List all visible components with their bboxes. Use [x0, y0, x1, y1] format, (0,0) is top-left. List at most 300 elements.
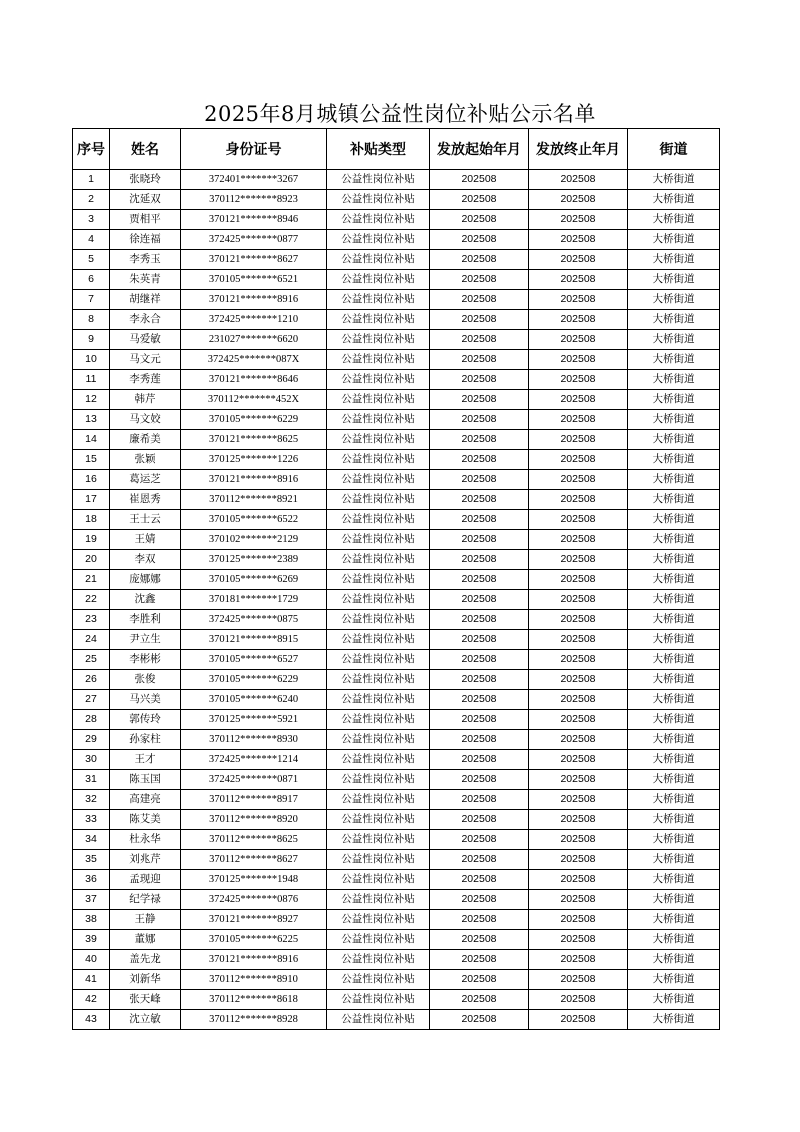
cell-street: 大桥街道	[628, 450, 720, 470]
cell-name: 王士云	[110, 510, 181, 530]
cell-end-month: 202508	[529, 430, 628, 450]
table-row	[73, 870, 720, 890]
table-row	[73, 210, 720, 230]
cell-name: 徐连福	[110, 230, 181, 250]
cell-subsidy-type: 公益性岗位补贴	[327, 670, 430, 690]
cell-id-number: 372425*******1214	[181, 750, 327, 770]
cell-subsidy-type: 公益性岗位补贴	[327, 530, 430, 550]
table-row	[73, 250, 720, 270]
cell-subsidy-type: 公益性岗位补贴	[327, 570, 430, 590]
cell-end-month: 202508	[529, 310, 628, 330]
cell-id-number: 370121*******8646	[181, 370, 327, 390]
cell-name: 孙家柱	[110, 730, 181, 750]
header-start-month: 发放起始年月	[430, 129, 529, 170]
cell-serial: 19	[73, 530, 110, 550]
cell-id-number: 370105*******6269	[181, 570, 327, 590]
cell-street: 大桥街道	[628, 770, 720, 790]
cell-street: 大桥街道	[628, 330, 720, 350]
cell-id-number: 370125*******1226	[181, 450, 327, 470]
cell-id-number: 370105*******6522	[181, 510, 327, 530]
cell-serial: 30	[73, 750, 110, 770]
cell-end-month: 202508	[529, 630, 628, 650]
cell-id-number: 370105*******6229	[181, 410, 327, 430]
table-row	[73, 630, 720, 650]
cell-end-month: 202508	[529, 370, 628, 390]
cell-subsidy-type: 公益性岗位补贴	[327, 650, 430, 670]
cell-id-number: 370125*******2389	[181, 550, 327, 570]
table-row	[73, 530, 720, 550]
header-end-month: 发放终止年月	[529, 129, 628, 170]
cell-name: 王静	[110, 910, 181, 930]
cell-id-number: 231027*******6620	[181, 330, 327, 350]
cell-subsidy-type: 公益性岗位补贴	[327, 1010, 430, 1030]
cell-end-month: 202508	[529, 330, 628, 350]
cell-end-month: 202508	[529, 950, 628, 970]
cell-start-month: 202508	[430, 950, 529, 970]
cell-end-month: 202508	[529, 750, 628, 770]
cell-subsidy-type: 公益性岗位补贴	[327, 370, 430, 390]
cell-name: 盖先龙	[110, 950, 181, 970]
table-row	[73, 570, 720, 590]
cell-end-month: 202508	[529, 170, 628, 190]
table-row	[73, 430, 720, 450]
table-row	[73, 690, 720, 710]
cell-serial: 9	[73, 330, 110, 350]
cell-end-month: 202508	[529, 270, 628, 290]
cell-subsidy-type: 公益性岗位补贴	[327, 350, 430, 370]
cell-serial: 31	[73, 770, 110, 790]
cell-name: 李秀莲	[110, 370, 181, 390]
cell-name: 王才	[110, 750, 181, 770]
cell-name: 沈立敏	[110, 1010, 181, 1030]
cell-serial: 12	[73, 390, 110, 410]
cell-id-number: 370125*******1948	[181, 870, 327, 890]
cell-end-month: 202508	[529, 490, 628, 510]
cell-end-month: 202508	[529, 210, 628, 230]
cell-start-month: 202508	[430, 330, 529, 350]
cell-street: 大桥街道	[628, 650, 720, 670]
cell-street: 大桥街道	[628, 370, 720, 390]
cell-end-month: 202508	[529, 390, 628, 410]
cell-serial: 14	[73, 430, 110, 450]
cell-street: 大桥街道	[628, 510, 720, 530]
cell-name: 张俊	[110, 670, 181, 690]
cell-name: 胡继祥	[110, 290, 181, 310]
table-row	[73, 330, 720, 350]
cell-end-month: 202508	[529, 830, 628, 850]
cell-street: 大桥街道	[628, 850, 720, 870]
cell-street: 大桥街道	[628, 670, 720, 690]
cell-street: 大桥街道	[628, 170, 720, 190]
table-header-row	[73, 129, 720, 170]
table-row	[73, 270, 720, 290]
table-row	[73, 850, 720, 870]
table-row	[73, 910, 720, 930]
cell-street: 大桥街道	[628, 430, 720, 450]
cell-subsidy-type: 公益性岗位补贴	[327, 870, 430, 890]
table-row	[73, 750, 720, 770]
cell-end-month: 202508	[529, 690, 628, 710]
cell-start-month: 202508	[430, 710, 529, 730]
cell-start-month: 202508	[430, 410, 529, 430]
cell-start-month: 202508	[430, 250, 529, 270]
cell-end-month: 202508	[529, 230, 628, 250]
cell-end-month: 202508	[529, 510, 628, 530]
cell-start-month: 202508	[430, 450, 529, 470]
cell-serial: 3	[73, 210, 110, 230]
cell-start-month: 202508	[430, 750, 529, 770]
cell-street: 大桥街道	[628, 250, 720, 270]
cell-serial: 18	[73, 510, 110, 530]
cell-name: 刘兆芹	[110, 850, 181, 870]
table-row	[73, 930, 720, 950]
table-row	[73, 310, 720, 330]
cell-serial: 8	[73, 310, 110, 330]
cell-start-month: 202508	[430, 570, 529, 590]
table-row	[73, 950, 720, 970]
table-row	[73, 390, 720, 410]
document-title: 2025年8月城镇公益性岗位补贴公示名单	[204, 102, 596, 126]
cell-start-month: 202508	[430, 390, 529, 410]
cell-serial: 22	[73, 590, 110, 610]
cell-id-number: 370112*******452X	[181, 390, 327, 410]
cell-name: 杜永华	[110, 830, 181, 850]
cell-street: 大桥街道	[628, 830, 720, 850]
cell-subsidy-type: 公益性岗位补贴	[327, 430, 430, 450]
cell-start-month: 202508	[430, 730, 529, 750]
cell-serial: 37	[73, 890, 110, 910]
cell-street: 大桥街道	[628, 310, 720, 330]
cell-street: 大桥街道	[628, 910, 720, 930]
cell-name: 沈鑫	[110, 590, 181, 610]
table-row	[73, 190, 720, 210]
cell-start-month: 202508	[430, 530, 529, 550]
cell-serial: 11	[73, 370, 110, 390]
cell-start-month: 202508	[430, 470, 529, 490]
cell-start-month: 202508	[430, 190, 529, 210]
cell-start-month: 202508	[430, 630, 529, 650]
cell-name: 李永合	[110, 310, 181, 330]
cell-subsidy-type: 公益性岗位补贴	[327, 610, 430, 630]
cell-name: 李秀玉	[110, 250, 181, 270]
cell-street: 大桥街道	[628, 710, 720, 730]
cell-start-month: 202508	[430, 890, 529, 910]
cell-subsidy-type: 公益性岗位补贴	[327, 510, 430, 530]
table-row	[73, 590, 720, 610]
cell-start-month: 202508	[430, 270, 529, 290]
cell-start-month: 202508	[430, 670, 529, 690]
cell-subsidy-type: 公益性岗位补贴	[327, 550, 430, 570]
cell-serial: 17	[73, 490, 110, 510]
cell-start-month: 202508	[430, 610, 529, 630]
cell-subsidy-type: 公益性岗位补贴	[327, 410, 430, 430]
cell-end-month: 202508	[529, 410, 628, 430]
cell-subsidy-type: 公益性岗位补贴	[327, 270, 430, 290]
cell-name: 韩芹	[110, 390, 181, 410]
cell-subsidy-type: 公益性岗位补贴	[327, 210, 430, 230]
cell-street: 大桥街道	[628, 890, 720, 910]
cell-name: 王婧	[110, 530, 181, 550]
cell-subsidy-type: 公益性岗位补贴	[327, 490, 430, 510]
table-row	[73, 470, 720, 490]
table-row	[73, 710, 720, 730]
table-row	[73, 890, 720, 910]
cell-id-number: 370112*******8627	[181, 850, 327, 870]
cell-end-month: 202508	[529, 850, 628, 870]
cell-name: 张颖	[110, 450, 181, 470]
cell-serial: 26	[73, 670, 110, 690]
cell-name: 纪学禄	[110, 890, 181, 910]
cell-subsidy-type: 公益性岗位补贴	[327, 730, 430, 750]
cell-street: 大桥街道	[628, 410, 720, 430]
cell-start-month: 202508	[430, 830, 529, 850]
cell-serial: 13	[73, 410, 110, 430]
cell-id-number: 370112*******8921	[181, 490, 327, 510]
table-row	[73, 290, 720, 310]
cell-id-number: 370112*******8930	[181, 730, 327, 750]
cell-id-number: 372425*******1210	[181, 310, 327, 330]
cell-id-number: 370112*******8923	[181, 190, 327, 210]
cell-name: 崔恩秀	[110, 490, 181, 510]
table-row	[73, 410, 720, 430]
cell-id-number: 370112*******8920	[181, 810, 327, 830]
cell-subsidy-type: 公益性岗位补贴	[327, 710, 430, 730]
cell-name: 马文姣	[110, 410, 181, 430]
cell-name: 马文元	[110, 350, 181, 370]
cell-start-month: 202508	[430, 790, 529, 810]
cell-subsidy-type: 公益性岗位补贴	[327, 170, 430, 190]
cell-id-number: 370121*******8915	[181, 630, 327, 650]
cell-name: 庞娜娜	[110, 570, 181, 590]
cell-name: 朱英青	[110, 270, 181, 290]
cell-end-month: 202508	[529, 910, 628, 930]
cell-id-number: 370121*******8927	[181, 910, 327, 930]
cell-start-month: 202508	[430, 990, 529, 1010]
cell-id-number: 372425*******0875	[181, 610, 327, 630]
cell-serial: 15	[73, 450, 110, 470]
cell-serial: 35	[73, 850, 110, 870]
cell-id-number: 370112*******8928	[181, 1010, 327, 1030]
cell-id-number: 370105*******6240	[181, 690, 327, 710]
cell-street: 大桥街道	[628, 550, 720, 570]
cell-end-month: 202508	[529, 350, 628, 370]
cell-name: 董娜	[110, 930, 181, 950]
header-serial: 序号	[73, 129, 110, 170]
cell-street: 大桥街道	[628, 570, 720, 590]
cell-start-month: 202508	[430, 810, 529, 830]
cell-start-month: 202508	[430, 590, 529, 610]
cell-serial: 27	[73, 690, 110, 710]
header-id-number: 身份证号	[181, 129, 327, 170]
cell-name: 张天峰	[110, 990, 181, 1010]
cell-id-number: 370181*******1729	[181, 590, 327, 610]
cell-id-number: 370121*******8916	[181, 470, 327, 490]
table-row	[73, 230, 720, 250]
cell-serial: 41	[73, 970, 110, 990]
cell-name: 李双	[110, 550, 181, 570]
cell-street: 大桥街道	[628, 530, 720, 550]
table-row	[73, 350, 720, 370]
cell-serial: 10	[73, 350, 110, 370]
cell-subsidy-type: 公益性岗位补贴	[327, 790, 430, 810]
cell-start-month: 202508	[430, 970, 529, 990]
cell-serial: 43	[73, 1010, 110, 1030]
cell-name: 马爱敏	[110, 330, 181, 350]
cell-serial: 39	[73, 930, 110, 950]
cell-id-number: 370112*******8618	[181, 990, 327, 1010]
cell-subsidy-type: 公益性岗位补贴	[327, 690, 430, 710]
cell-id-number: 370102*******2129	[181, 530, 327, 550]
cell-subsidy-type: 公益性岗位补贴	[327, 470, 430, 490]
cell-subsidy-type: 公益性岗位补贴	[327, 990, 430, 1010]
cell-end-month: 202508	[529, 610, 628, 630]
cell-start-month: 202508	[430, 310, 529, 330]
cell-start-month: 202508	[430, 430, 529, 450]
cell-start-month: 202508	[430, 1010, 529, 1030]
cell-name: 沈延双	[110, 190, 181, 210]
cell-street: 大桥街道	[628, 790, 720, 810]
cell-street: 大桥街道	[628, 390, 720, 410]
cell-serial: 33	[73, 810, 110, 830]
table-row	[73, 370, 720, 390]
table-row	[73, 730, 720, 750]
cell-id-number: 370121*******8625	[181, 430, 327, 450]
cell-subsidy-type: 公益性岗位补贴	[327, 630, 430, 650]
cell-name: 陈艾美	[110, 810, 181, 830]
cell-street: 大桥街道	[628, 730, 720, 750]
cell-end-month: 202508	[529, 890, 628, 910]
cell-id-number: 370121*******8627	[181, 250, 327, 270]
table-row	[73, 450, 720, 470]
cell-end-month: 202508	[529, 1010, 628, 1030]
cell-end-month: 202508	[529, 770, 628, 790]
cell-name: 葛运芝	[110, 470, 181, 490]
cell-id-number: 370112*******8625	[181, 830, 327, 850]
cell-id-number: 370121*******8946	[181, 210, 327, 230]
cell-start-month: 202508	[430, 370, 529, 390]
cell-id-number: 370112*******8910	[181, 970, 327, 990]
cell-subsidy-type: 公益性岗位补贴	[327, 250, 430, 270]
cell-start-month: 202508	[430, 870, 529, 890]
cell-street: 大桥街道	[628, 970, 720, 990]
cell-start-month: 202508	[430, 290, 529, 310]
cell-serial: 7	[73, 290, 110, 310]
header-name: 姓名	[110, 129, 181, 170]
cell-start-month: 202508	[430, 230, 529, 250]
cell-street: 大桥街道	[628, 1010, 720, 1030]
table-row	[73, 1010, 720, 1030]
cell-subsidy-type: 公益性岗位补贴	[327, 850, 430, 870]
cell-street: 大桥街道	[628, 690, 720, 710]
cell-start-month: 202508	[430, 350, 529, 370]
cell-street: 大桥街道	[628, 630, 720, 650]
cell-end-month: 202508	[529, 930, 628, 950]
table-body	[73, 170, 720, 1030]
cell-serial: 4	[73, 230, 110, 250]
cell-end-month: 202508	[529, 470, 628, 490]
cell-subsidy-type: 公益性岗位补贴	[327, 830, 430, 850]
subsidy-table	[72, 128, 720, 1030]
table-row	[73, 830, 720, 850]
cell-start-month: 202508	[430, 210, 529, 230]
cell-name: 郭传玲	[110, 710, 181, 730]
cell-name: 李彬彬	[110, 650, 181, 670]
cell-name: 张晓玲	[110, 170, 181, 190]
cell-id-number: 372425*******087X	[181, 350, 327, 370]
cell-subsidy-type: 公益性岗位补贴	[327, 950, 430, 970]
cell-street: 大桥街道	[628, 290, 720, 310]
table-row	[73, 650, 720, 670]
cell-street: 大桥街道	[628, 270, 720, 290]
cell-subsidy-type: 公益性岗位补贴	[327, 890, 430, 910]
cell-street: 大桥街道	[628, 950, 720, 970]
table-row	[73, 490, 720, 510]
cell-start-month: 202508	[430, 490, 529, 510]
cell-street: 大桥街道	[628, 610, 720, 630]
cell-street: 大桥街道	[628, 210, 720, 230]
cell-name: 廉希美	[110, 430, 181, 450]
cell-end-month: 202508	[529, 870, 628, 890]
cell-street: 大桥街道	[628, 590, 720, 610]
cell-serial: 24	[73, 630, 110, 650]
cell-serial: 2	[73, 190, 110, 210]
cell-serial: 16	[73, 470, 110, 490]
cell-subsidy-type: 公益性岗位补贴	[327, 970, 430, 990]
cell-end-month: 202508	[529, 530, 628, 550]
table-row	[73, 990, 720, 1010]
cell-id-number: 370105*******6225	[181, 930, 327, 950]
cell-street: 大桥街道	[628, 930, 720, 950]
cell-end-month: 202508	[529, 990, 628, 1010]
table-row	[73, 770, 720, 790]
cell-name: 刘新华	[110, 970, 181, 990]
cell-name: 陈玉国	[110, 770, 181, 790]
cell-subsidy-type: 公益性岗位补贴	[327, 770, 430, 790]
table-row	[73, 810, 720, 830]
cell-end-month: 202508	[529, 730, 628, 750]
cell-id-number: 372425*******0876	[181, 890, 327, 910]
cell-end-month: 202508	[529, 670, 628, 690]
cell-name: 贾相平	[110, 210, 181, 230]
cell-serial: 28	[73, 710, 110, 730]
cell-subsidy-type: 公益性岗位补贴	[327, 310, 430, 330]
cell-end-month: 202508	[529, 550, 628, 570]
cell-name: 孟现迎	[110, 870, 181, 890]
cell-serial: 25	[73, 650, 110, 670]
cell-serial: 1	[73, 170, 110, 190]
cell-id-number: 372401*******3267	[181, 170, 327, 190]
cell-end-month: 202508	[529, 810, 628, 830]
cell-serial: 36	[73, 870, 110, 890]
table-row	[73, 970, 720, 990]
cell-id-number: 370112*******8917	[181, 790, 327, 810]
table-row	[73, 790, 720, 810]
cell-id-number: 370125*******5921	[181, 710, 327, 730]
cell-subsidy-type: 公益性岗位补贴	[327, 930, 430, 950]
cell-street: 大桥街道	[628, 190, 720, 210]
table-row	[73, 550, 720, 570]
header-subsidy-type: 补贴类型	[327, 129, 430, 170]
table-row	[73, 610, 720, 630]
table-row	[73, 670, 720, 690]
cell-serial: 38	[73, 910, 110, 930]
cell-serial: 23	[73, 610, 110, 630]
cell-subsidy-type: 公益性岗位补贴	[327, 330, 430, 350]
cell-subsidy-type: 公益性岗位补贴	[327, 290, 430, 310]
cell-id-number: 372425*******0877	[181, 230, 327, 250]
cell-end-month: 202508	[529, 970, 628, 990]
cell-serial: 32	[73, 790, 110, 810]
